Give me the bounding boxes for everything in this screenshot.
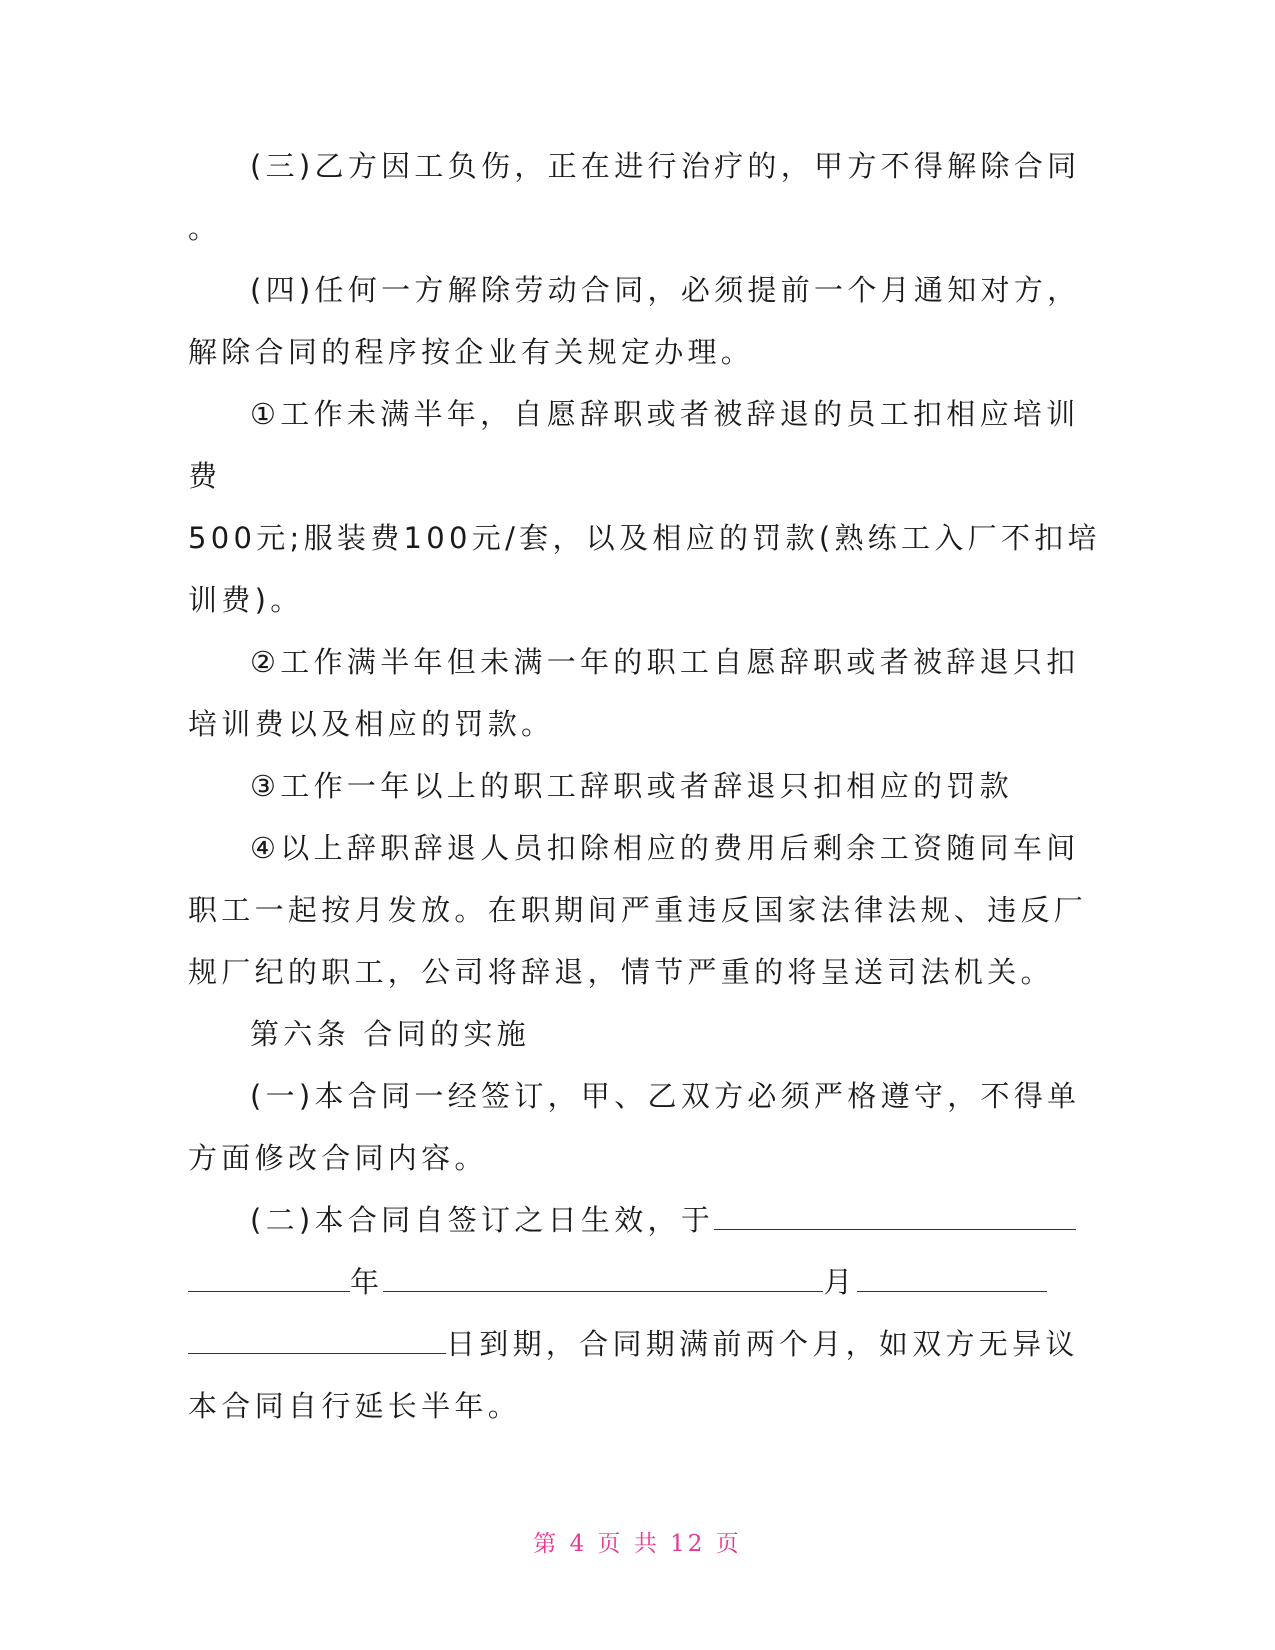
current-page-number: 4	[569, 1531, 588, 1557]
page-footer	[0, 1525, 1275, 1558]
year-label: 年	[350, 1265, 384, 1299]
footer-suffix: 页	[715, 1531, 742, 1557]
day-blank	[857, 1263, 1047, 1292]
paragraph-line: 培训费以及相应的罚款。	[188, 707, 555, 741]
expiry-line	[188, 1324, 1079, 1364]
paragraph-line: ①工作未满半年，自愿辞职或者被辞退的员工扣相应培训	[250, 397, 1080, 431]
paragraph-line: ②工作满半年但未满一年的职工自愿辞职或者被辞退只扣	[250, 645, 1080, 679]
paragraph-line: 本合同自行延长半年。	[188, 1389, 522, 1423]
paragraph-line: 解除合同的程序按企业有关规定办理。	[188, 335, 755, 369]
footer-prefix: 第	[533, 1531, 560, 1557]
paragraph-line: 费	[188, 459, 222, 493]
footer-middle: 页 共	[597, 1531, 660, 1557]
paragraph-line: (一)本合同一经签订，甲、乙双方必须严格遵守，不得单	[250, 1079, 1081, 1113]
effective-date-line	[250, 1200, 1076, 1240]
paragraph-line: 方面修改合同内容。	[188, 1141, 488, 1175]
paragraph-line: 训费)。	[188, 583, 304, 617]
month-blank	[383, 1263, 823, 1292]
expiry-text: 日到期，合同期满前两个月，如双方无异议	[446, 1327, 1079, 1361]
paragraph-line: ④以上辞职辞退人员扣除相应的费用后剩余工资随同车间	[250, 831, 1080, 865]
paragraph-line: (二)本合同自签订之日生效，于	[250, 1203, 715, 1237]
section-heading: 第六条 合同的实施	[250, 1017, 530, 1051]
paragraph-line: 500元;服装费100元/套，以及相应的罚款(熟练工入厂不扣培	[188, 521, 1101, 555]
paragraph-line: 规厂纪的职工，公司将辞退，情节严重的将呈送司法机关。	[188, 955, 1054, 989]
year-blank	[188, 1263, 350, 1292]
date-blank	[714, 1201, 1076, 1230]
paragraph-line: 职工一起按月发放。在职期间严重违反国家法律法规、违反厂	[188, 893, 1088, 927]
paragraph-line: ③工作一年以上的职工辞职或者辞退只扣相应的罚款	[250, 769, 1013, 803]
month-label: 月	[823, 1265, 857, 1299]
total-page-count: 12	[670, 1531, 706, 1557]
paragraph-line: 。	[188, 211, 222, 245]
paragraph-line: (三)乙方因工负伤，正在进行治疗的，甲方不得解除合同	[250, 149, 1081, 183]
day-blank	[188, 1325, 446, 1354]
date-fill-line	[188, 1262, 1047, 1302]
paragraph-line: (四)任何一方解除劳动合同，必须提前一个月通知对方，	[250, 273, 1081, 307]
